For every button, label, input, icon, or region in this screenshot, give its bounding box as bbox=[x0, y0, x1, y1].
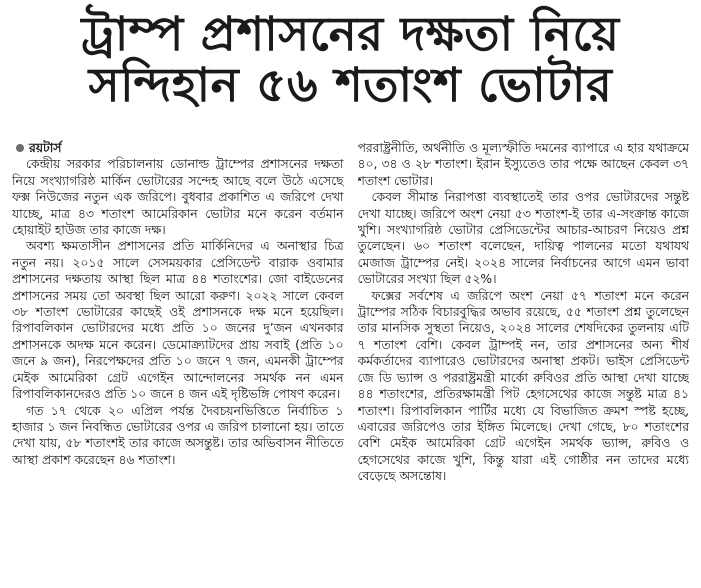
article-body bbox=[12, 140, 689, 588]
paragraph: ফক্সের সর্বশেষ এ জরিপে অংশ নেয়া ৫৭ শতাংশ মনে করেন ট্রাম্পের সঠিক বিচারবুদ্ধির অভাব রয়েছে, ৫৫ শতাংশ প্রশ্ন তুলেছেন তার মানসিক সুস্থতা নিয়েও, ২০২৪ সালের শেষদিকের তুলনায় এটি ৭ শতাংশ বেশি। কেবল ট্রাম্পই নন, তার প্রশাসনের অন্য শীর্ষ কর্মকর্তাদের ব্যাপারেও ভোটারদের অনাস্থা প্রকট। ভাইস প্রেসিডেন্ট জে ডি ভ্যান্স ও পররাষ্ট্রমন্ত্রী মার্কো রুবিওর প্রতি আস্থা দেখা যাচ্ছে ৪৪ শতাংশের, প্রতিরক্ষামন্ত্রী পিট হেগসেথের কাজে সন্তুষ্ট মাত্র ৪১ শতাংশ। রিপাবলিকান পার্টির মধ্যে যে বিভাজিত ক্রমশ স্পষ্ট হচ্ছে, এবারের জরিপেও তার ইঙ্গিত মিলেছে। দেখা গেছে, ৮০ শতাংশের বেশি মেইক আমেরিকা গ্রেট এগেইন সমর্থক ভ্যান্স, রুবিও ও হেগসেথের কাজে খুশি, কিন্তু যারা এই গোষ্ঠীর নন তাদের মধ্যে বেড়েছে অসন্তোষ। bbox=[357, 288, 689, 484]
headline-line-2: সন্দিহান ৫৬ শতাংশ ভোটার bbox=[88, 58, 613, 114]
paragraph: পররাষ্ট্রনীতি, অর্থনীতি ও মূল্যস্ফীতি দমনের ব্যাপারে এ হার যথাক্রমে ৪০, ৩৪ ও ২৮ শতাংশ। ইরান ইস্যুতেও তার পক্ষে আছেন কেবল ৩৭ শতাংশ ভোটার। bbox=[357, 141, 689, 188]
paragraph: গত ১৭ থেকে ২০ এপ্রিল পর্যন্ত দৈবচয়নভিত্তিতে নির্বাচিত ১ হাজার ১ জন নিবন্ধিত ভোটারের ওপর এ জরিপ চালানো হয়। তাতে দেখা যায়, ৫৮ শতাংশই তার কাজে অসন্তুষ্ট। তার অভিবাসন নীতিতে আস্থা প্রকাশ করেছেন ৪৬ শতাংশ। bbox=[12, 403, 344, 467]
article-column-right bbox=[358, 140, 690, 588]
byline bbox=[12, 140, 344, 156]
paragraph: অবশ্য ক্ষমতাসীন প্রশাসনের প্রতি মার্কিনিদের এ অনাস্থার চিত্র নতুন নয়। ২০১৫ সালে সেসময়কার প্রেসিডেন্ট বারাক ওবামার প্রশাসনের দক্ষতায় আস্থা ছিল মাত্র ৪৪ শতাংশের। জো বাইডেনের প্রশাসনের সময় তো অবস্থা ছিল আরো করুণ। ২০২২ সালে কেবল ৩৮ শতাংশ ভোটারের কাছেই ওই প্রশাসনকে দক্ষ মনে হয়েছিল। রিপাবলিকান ভোটারদের মধ্যে প্রতি ১০ জনের দু’জন এখনকার প্রশাসনকে অদক্ষ মনে করেন। ডেমোক্র্যাটদের প্রায় সবাই (প্রতি ১০ জনে ৯ জন), নিরপেক্ষদের প্রতি ১০ জনে ৭ জন, এমনকী ট্রাম্পের মেইক আমেরিকা গ্রেট এগেইন আন্দোলনের সমর্থক নন এমন রিপাবলিকানদেরও প্রতি ১০ জনে ৪ জন এই দৃষ্টিভঙ্গি পোষণ করেন। bbox=[12, 239, 344, 402]
paragraph: কেন্দ্রীয় সরকার পরিচালনায় ডোনাল্ড ট্রাম্পের প্রশাসনের দক্ষতা নিয়ে সংখ্যাগরিষ্ঠ মার্কিন ভোটারের সন্দেহ আছে বলে উঠে এসেছে ফক্স নিউজের নতুন এক জরিপে। বুধবার প্রকাশিত এ জরিপে দেখা যাচ্ছে, মাত্র ৪৩ শতাংশ আমেরিকান ভোটার মনে করেন বর্তমান হোয়াইট হাউজ তার কাজে দক্ষ। bbox=[12, 157, 344, 238]
headline bbox=[12, 7, 689, 114]
bullet-icon bbox=[16, 144, 24, 152]
headline-line-1: ট্রাম্প প্রশাসনের দক্ষতা নিয়ে bbox=[81, 7, 620, 62]
paragraph: কেবল সীমান্ত নিরাপত্তা ব্যবস্থাতেই তার ওপর ভোটারদের সন্তুষ্ট দেখা যাচ্ছে। জরিপে অংশ নেয়া ৫৩ শতাংশ-ই তার এ-সংক্রান্ত কাজে খুশি। সংখ্যাগরিষ্ঠ ভোটার প্রেসিডেন্টের আচার-আচরণ নিয়েও প্রশ্ন তুলেছেন। ৬০ শতাংশ বলেছেন, দায়িত্ব পালনের মতো যথাযথ মেজাজ ট্রাম্পের নেই। ২০২৪ সালের নির্বাচনের আগে এমন ভাবা ভোটারের সংখ্যা ছিল ৫২%। bbox=[357, 190, 689, 287]
byline-source: রয়টার্স bbox=[29, 141, 62, 155]
article-column-left bbox=[12, 140, 344, 588]
